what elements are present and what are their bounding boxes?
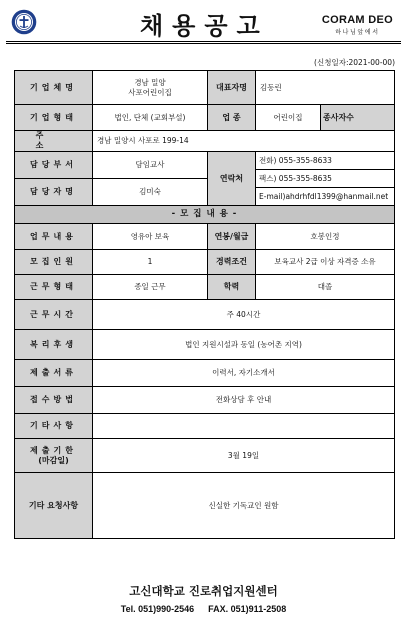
value-working-hours: 주 40시간 bbox=[93, 300, 395, 330]
table-row bbox=[15, 105, 395, 131]
value-salary: 호봉인정 bbox=[256, 224, 395, 250]
page-title: 채용공고 bbox=[140, 12, 269, 40]
contact-info bbox=[256, 152, 395, 206]
label-salary: 연봉/월급 bbox=[208, 224, 256, 250]
footer-contact bbox=[0, 604, 407, 614]
label-deadline bbox=[15, 439, 93, 473]
label-industry: 업 종 bbox=[208, 105, 256, 131]
label-employee-count-text: 종사자수 bbox=[323, 112, 354, 122]
label-company-name: 기업체명 bbox=[15, 71, 93, 105]
table-row bbox=[15, 387, 395, 414]
value-employment-type: 종일 근무 bbox=[93, 275, 208, 300]
label-application-method: 접수방법 bbox=[15, 387, 93, 414]
label-welfare: 복리후생 bbox=[15, 330, 93, 360]
table-row bbox=[15, 131, 395, 152]
header-divider bbox=[6, 41, 401, 42]
brand-name-english: CORAM DEO bbox=[321, 14, 393, 26]
value-special-requirement: 신실한 기독교인 원함 bbox=[93, 473, 395, 539]
label-experience: 경력조건 bbox=[208, 250, 256, 275]
contact-fax: 팩스) 055-355-8635 bbox=[256, 169, 394, 187]
label-working-hours: 근무시간 bbox=[15, 300, 93, 330]
label-education: 학력 bbox=[208, 275, 256, 300]
label-other: 기타사항 bbox=[15, 414, 93, 439]
table-row bbox=[15, 152, 395, 179]
table-row bbox=[15, 250, 395, 275]
header-divider-secondary bbox=[6, 43, 401, 44]
job-posting-table bbox=[14, 70, 395, 539]
label-employee-count bbox=[321, 105, 395, 131]
value-headcount: 1 bbox=[93, 250, 208, 275]
label-deadline-sub: (마감일) bbox=[38, 455, 69, 465]
value-deadline: 3월 19일 bbox=[93, 439, 395, 473]
value-representative: 김동린 bbox=[256, 71, 395, 105]
label-duty: 업무내용 bbox=[15, 224, 93, 250]
value-department: 담임교사 bbox=[93, 152, 208, 179]
table-row bbox=[15, 330, 395, 360]
table-row bbox=[15, 71, 395, 105]
label-documents: 제출서류 bbox=[15, 360, 93, 387]
value-education: 대졸 bbox=[256, 275, 395, 300]
footer-fax: FAX. 051)911-2508 bbox=[208, 604, 287, 614]
label-special-requirement: 기타 요청사항 bbox=[15, 473, 93, 539]
value-welfare: 법인 지원시설과 동일 (농어촌 지역) bbox=[93, 330, 395, 360]
application-date: (신청일자:2021-00-00) bbox=[314, 58, 395, 67]
label-employment-type: 근무형태 bbox=[15, 275, 93, 300]
footer-organization: 고신대학교 진로취업지원센터 bbox=[129, 584, 278, 598]
label-department: 담당부서 bbox=[15, 152, 93, 179]
university-seal-logo bbox=[11, 9, 37, 35]
label-company-type: 기업형태 bbox=[15, 105, 93, 131]
value-application-method: 전화상담 후 안내 bbox=[93, 387, 395, 414]
value-duty: 영유아 보육 bbox=[93, 224, 208, 250]
label-representative: 대표자명 bbox=[208, 71, 256, 105]
label-headcount: 모집인원 bbox=[15, 250, 93, 275]
label-contact: 연락처 bbox=[208, 152, 256, 206]
value-other bbox=[93, 414, 395, 439]
table-row bbox=[15, 414, 395, 439]
table-row bbox=[15, 360, 395, 387]
label-manager: 담당자명 bbox=[15, 179, 93, 206]
value-documents: 이력서, 자기소개서 bbox=[93, 360, 395, 387]
label-address: 주 소 bbox=[15, 131, 93, 152]
contact-phone: 전화) 055-355-8633 bbox=[259, 156, 332, 165]
table-row bbox=[15, 439, 395, 473]
section-recruitment-details: - 모 집 내 용 - bbox=[15, 206, 395, 224]
value-company-name: 경남 밀양 사포어린이집 bbox=[93, 71, 208, 105]
table-row bbox=[15, 206, 395, 224]
table-row bbox=[15, 224, 395, 250]
value-industry: 어린이집 bbox=[256, 105, 321, 131]
label-deadline-main: 제출기한 bbox=[30, 445, 77, 455]
value-address: 경남 밀양시 사포로 199-14 bbox=[93, 131, 395, 152]
value-manager: 김미숙 bbox=[93, 179, 208, 206]
value-company-type: 법인, 단체 (교회부설) bbox=[93, 105, 208, 131]
table-row bbox=[15, 473, 395, 539]
brand-logo bbox=[322, 14, 393, 36]
brand-name-korean: 하나님앞에서 bbox=[335, 29, 380, 36]
contact-email: E-mail)ahdrhfdl1399@hanmail.net bbox=[256, 187, 394, 205]
value-experience: 보육교사 2급 이상 자격증 소유 bbox=[256, 250, 395, 275]
table-row bbox=[15, 275, 395, 300]
table-row bbox=[15, 300, 395, 330]
footer-tel: Tel. 051)990-2546 bbox=[120, 604, 195, 614]
